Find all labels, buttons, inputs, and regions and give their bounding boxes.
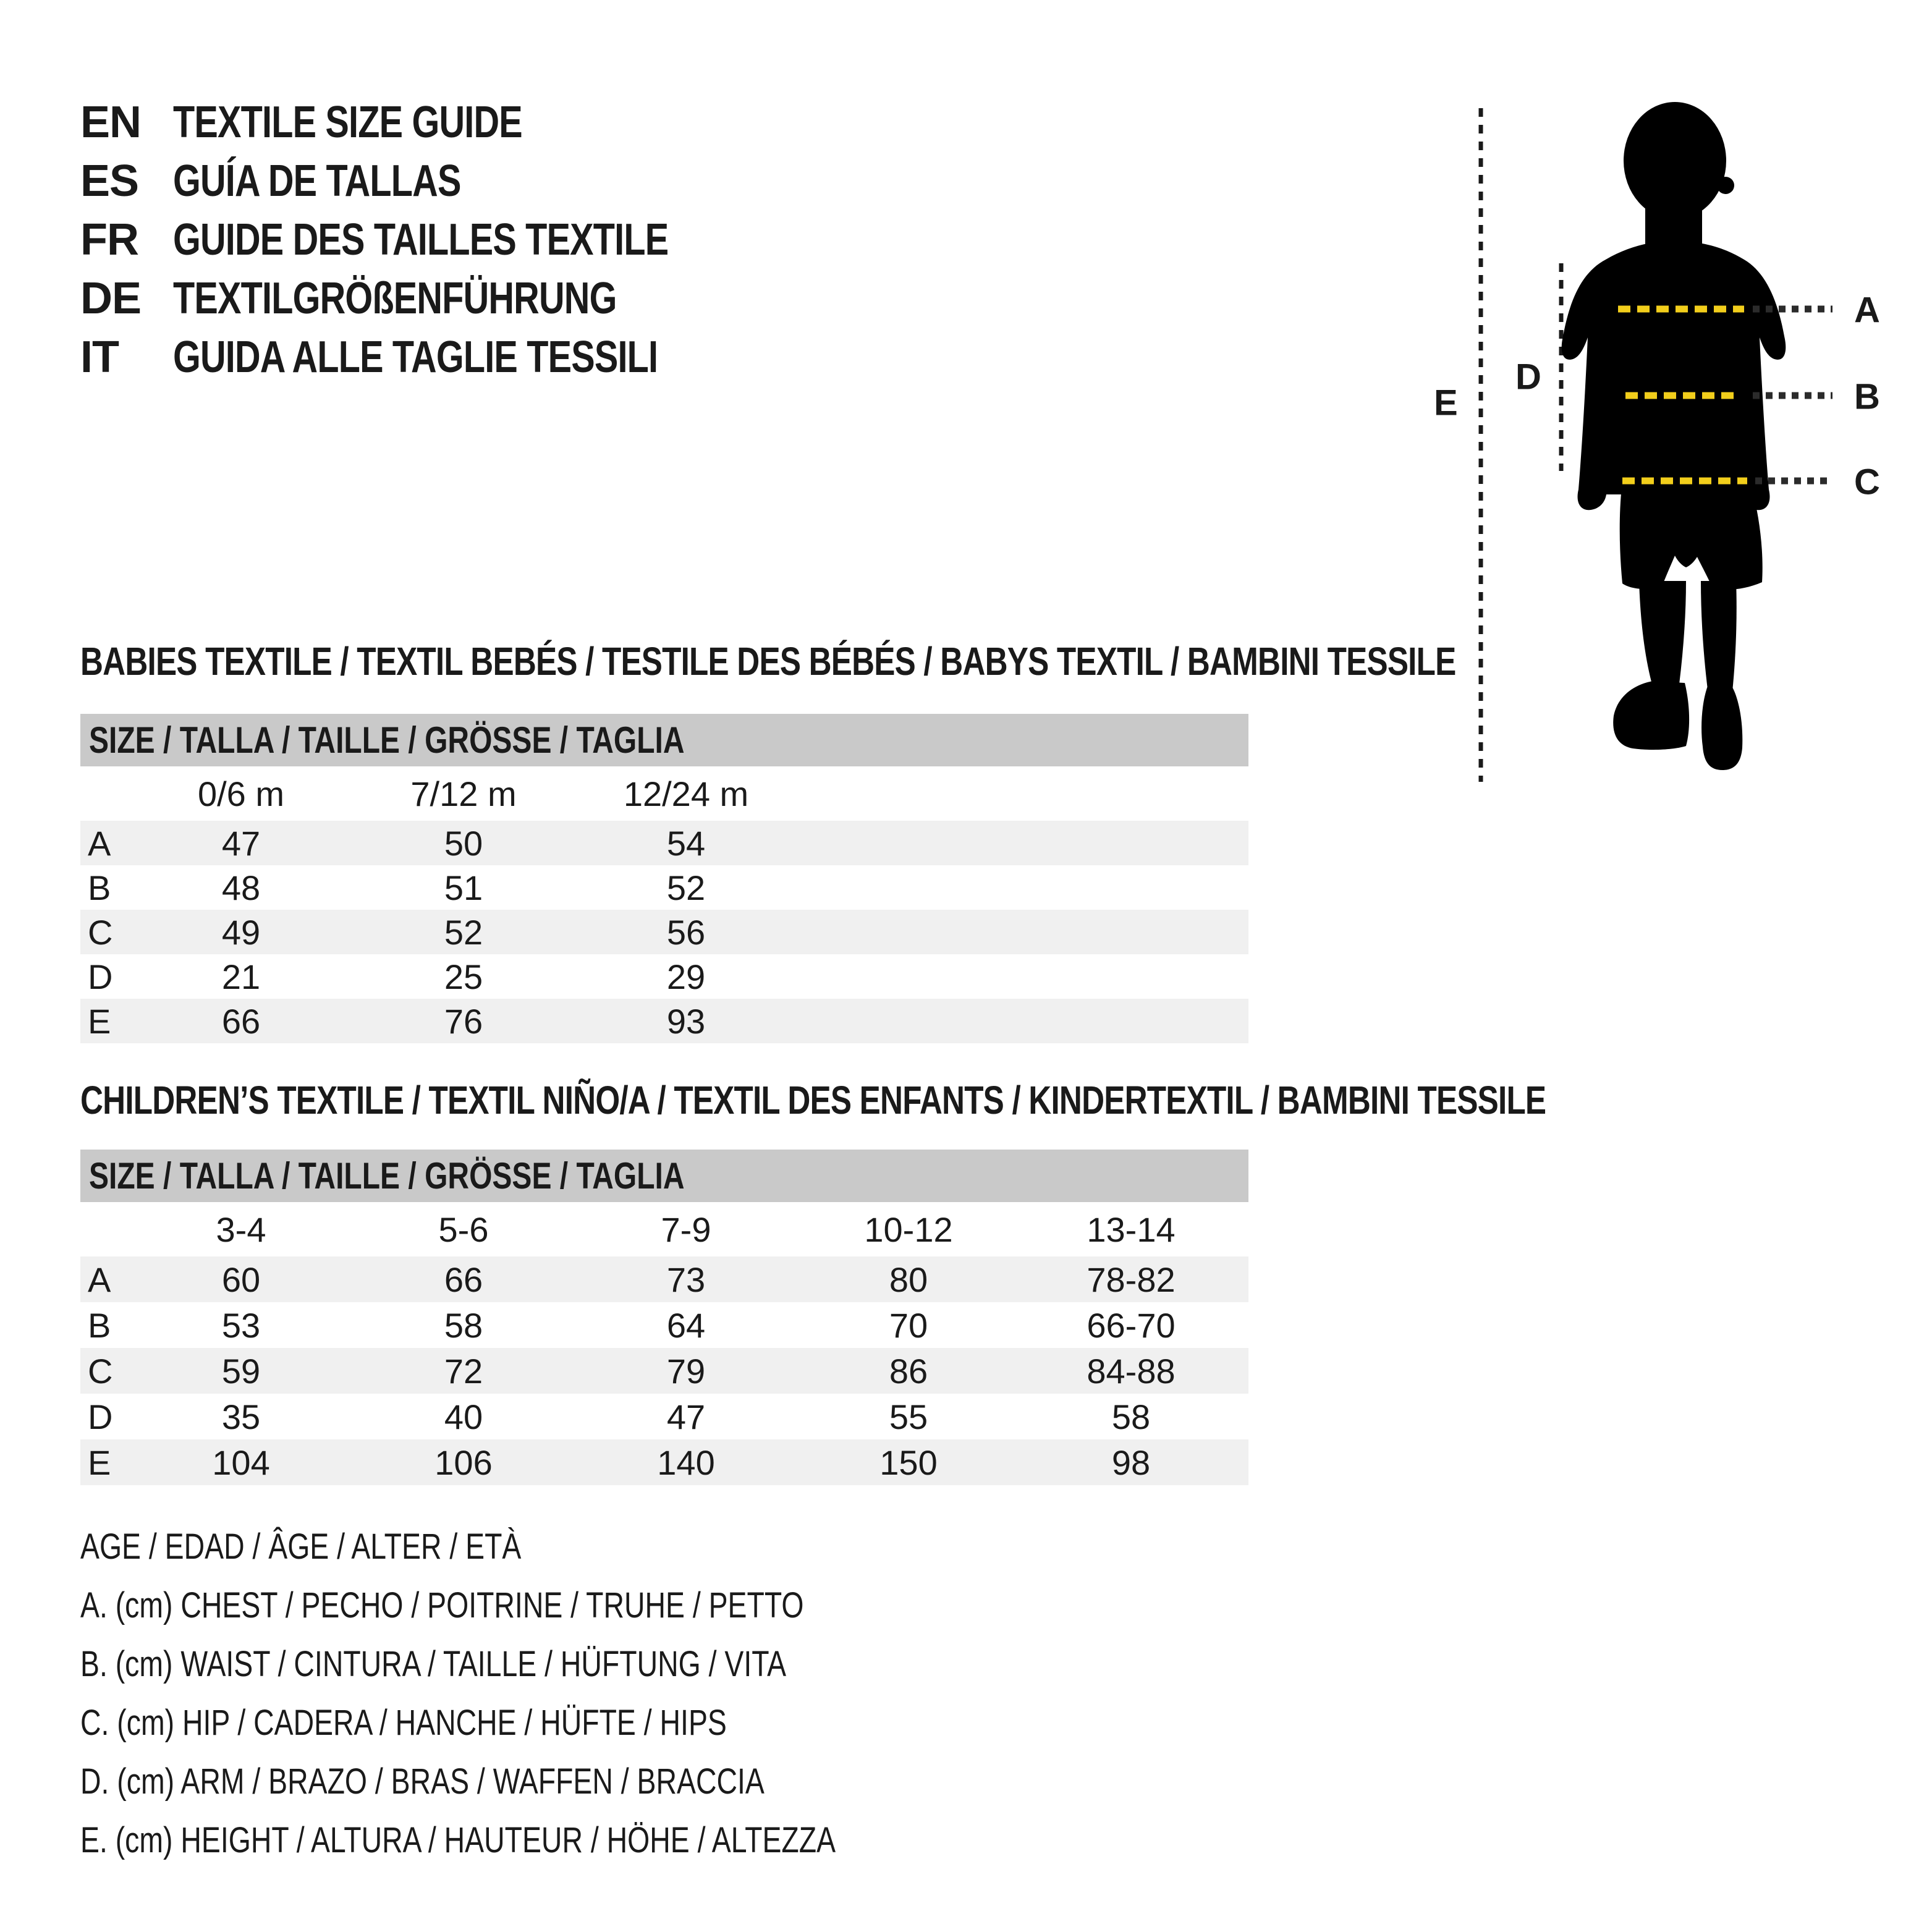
row-label: D [88, 957, 113, 996]
size-value: 56 [666, 912, 706, 952]
size-value: 140 [657, 1443, 715, 1482]
size-value: 49 [221, 912, 261, 952]
row-label: C [88, 1351, 113, 1391]
babies-size-table [80, 714, 1248, 1043]
legend-line-text: E. (cm) HEIGHT / ALTURA / HAUTEUR / HÖHE / ALTEZZA [80, 1820, 836, 1860]
size-value: 66-70 [1087, 1305, 1176, 1345]
label-b: B [1854, 376, 1880, 417]
size-value: 35 [221, 1397, 261, 1436]
row-label: B [88, 868, 111, 907]
table-row-E [80, 999, 1248, 1043]
size-value: 58 [1111, 1397, 1151, 1436]
size-value: 98 [1111, 1443, 1151, 1482]
language-code: ES [80, 156, 139, 206]
size-value: 66 [221, 1001, 261, 1041]
language-row [80, 210, 792, 269]
size-value: 52 [444, 912, 483, 952]
guide-title: GUIDE DES TAILLES TEXTILE [173, 214, 669, 265]
size-value: 60 [221, 1260, 261, 1299]
child-silhouette [1562, 102, 1786, 770]
size-value: 78-82 [1087, 1260, 1176, 1299]
size-value: 76 [444, 1001, 483, 1041]
column-header: 5-6 [438, 1210, 489, 1249]
size-value: 80 [889, 1260, 928, 1299]
size-value: 84-88 [1087, 1351, 1176, 1391]
size-value: 40 [444, 1397, 483, 1436]
language-row [80, 269, 792, 328]
size-value: 50 [444, 823, 483, 863]
table-row-E [80, 1439, 1248, 1485]
legend-line-text: AGE / EDAD / ÂGE / ALTER / ETÀ [80, 1527, 522, 1567]
legend-line [80, 1811, 1025, 1870]
table-row-A [80, 1256, 1248, 1302]
table-row-C [80, 910, 1248, 954]
size-value: 47 [221, 823, 261, 863]
babies-section-title-text: BABIES TEXTILE / TEXTIL BEBÉS / TESTILE DES BÉBÉS / BABYS TEXTIL / BAMBINI TESSILE [80, 639, 1456, 684]
label-e: E [1434, 383, 1458, 423]
size-value: 58 [444, 1305, 483, 1345]
size-header-bar [80, 714, 1248, 766]
label-d: D [1515, 357, 1541, 397]
size-header-bar [80, 1150, 1248, 1202]
column-header: 13-14 [1087, 1210, 1176, 1249]
row-label: D [88, 1397, 113, 1436]
row-label: A [88, 823, 111, 863]
size-value: 51 [444, 868, 483, 907]
size-value: 150 [879, 1443, 938, 1482]
size-value: 25 [444, 957, 483, 996]
children-section-title [80, 1078, 1546, 1122]
guide-title: GUIDA ALLE TAGLIE TESSILI [173, 332, 658, 382]
legend-line [80, 1635, 1025, 1693]
column-header: 10-12 [864, 1210, 953, 1249]
size-value: 21 [221, 957, 261, 996]
size-value: 79 [666, 1351, 706, 1391]
language-code: FR [80, 214, 138, 265]
size-value: 106 [434, 1443, 493, 1482]
table-row-A [80, 821, 1248, 865]
label-a: A [1854, 290, 1880, 331]
legend-line-text: A. (cm) CHEST / PECHO / POITRINE / TRUHE / PETTO [80, 1585, 804, 1625]
column-header-row [80, 766, 1248, 821]
size-value: 73 [666, 1260, 706, 1299]
language-row [80, 328, 792, 386]
size-header-text: SIZE / TALLA / TAILLE / GRÖSSE / TAGLIA [89, 1155, 685, 1197]
table-row-B [80, 865, 1248, 910]
table-row-D [80, 954, 1248, 999]
language-title-list [80, 93, 792, 386]
guide-title: TEXTILGRÖßENFÜHRUNG [173, 273, 617, 323]
children-section-title-text: CHILDREN’S TEXTILE / TEXTIL NIÑO/A / TEXTIL DES ENFANTS / KINDERTEXTIL / BAMBINI TESSILE [80, 1078, 1546, 1122]
children-section [80, 1078, 1546, 1485]
legend-line-text: D. (cm) ARM / BRAZO / BRAS / WAFFEN / BRACCIA [80, 1761, 765, 1802]
column-header: 7/12 m [410, 774, 517, 813]
babies-section [80, 639, 1456, 1043]
legend-line-text: B. (cm) WAIST / CINTURA / TAILLE / HÜFTUNG / VITA [80, 1644, 787, 1684]
size-value: 70 [889, 1305, 928, 1345]
language-row [80, 93, 792, 151]
size-value: 64 [666, 1305, 706, 1345]
size-header-text: SIZE / TALLA / TAILLE / GRÖSSE / TAGLIA [89, 719, 685, 761]
size-value: 59 [221, 1351, 261, 1391]
language-row [80, 151, 792, 210]
legend-line [80, 1576, 1025, 1635]
size-value: 93 [666, 1001, 706, 1041]
column-header: 3-4 [216, 1210, 266, 1249]
row-label: E [88, 1443, 111, 1482]
size-value: 72 [444, 1351, 483, 1391]
row-label: A [88, 1260, 111, 1299]
language-code: EN [80, 97, 142, 147]
size-value: 104 [212, 1443, 270, 1482]
size-value: 86 [889, 1351, 928, 1391]
column-header: 0/6 m [197, 774, 285, 813]
size-value: 29 [666, 957, 706, 996]
size-value: 47 [666, 1397, 706, 1436]
babies-section-title [80, 639, 1456, 684]
column-header-row [80, 1202, 1248, 1256]
language-code: DE [80, 273, 142, 323]
label-c: C [1854, 462, 1880, 502]
column-header: 7-9 [661, 1210, 711, 1249]
row-label: C [88, 912, 113, 952]
legend-line [80, 1517, 1025, 1576]
size-value: 66 [444, 1260, 483, 1299]
guide-title: TEXTILE SIZE GUIDE [173, 97, 522, 147]
language-code: IT [80, 332, 119, 382]
table-row-C [80, 1348, 1248, 1394]
legend-line-text: C. (cm) HIP / CADERA / HANCHE / HÜFTE / HIPS [80, 1703, 727, 1743]
size-value: 54 [666, 823, 706, 863]
table-row-D [80, 1394, 1248, 1439]
child-measurement-diagram [1421, 62, 1932, 803]
table-row-B [80, 1302, 1248, 1348]
column-header: 12/24 m [623, 774, 749, 813]
legend-line [80, 1752, 1025, 1811]
size-value: 48 [221, 868, 261, 907]
row-label: B [88, 1305, 111, 1345]
row-label: E [88, 1001, 111, 1041]
guide-title: GUÍA DE TALLAS [173, 156, 461, 206]
measurement-legend [80, 1517, 1025, 1870]
size-value: 55 [889, 1397, 928, 1436]
size-value: 53 [221, 1305, 261, 1345]
size-value: 52 [666, 868, 706, 907]
legend-line [80, 1693, 1025, 1752]
children-size-table [80, 1150, 1248, 1485]
